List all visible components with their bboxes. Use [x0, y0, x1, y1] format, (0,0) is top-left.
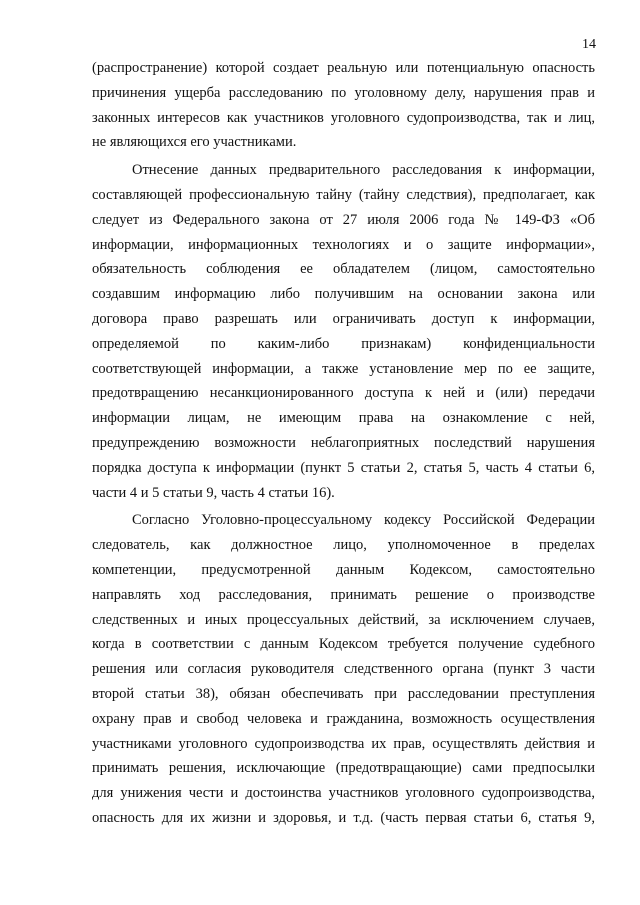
text-line: предотвращению несанкционированного доступа к ней и (или) передачи — [92, 385, 595, 402]
text-line: для унижения чести и достоинства участников уголовного судопроизводства, — [92, 785, 595, 802]
text-line: части 4 и 5 статьи 9, часть 4 статьи 16). — [92, 484, 335, 501]
text-line: соответствующей информации, а также установление мер по ее защите, — [92, 360, 595, 377]
text-line: не являющихся его участниками. — [92, 134, 297, 151]
text-line: порядка доступа к информации (пункт 5 статьи 2, статья 5, часть 4 статьи 6, — [92, 459, 595, 476]
text-line: законных интересов как участников уголовного судопроизводства, так и лиц, — [92, 109, 595, 126]
text-line: информации, информационных технологиях и о защите информации», — [92, 236, 595, 253]
text-line: определяемой по каким-либо признакам) конфиденциальности — [92, 335, 595, 352]
text-line: следует из Федерального закона от 27 июля 2006 года № 149-ФЗ «Об — [92, 211, 595, 228]
text-line: направлять ход расследования, принимать решение о производстве — [92, 586, 595, 603]
paragraph — [92, 508, 595, 830]
body-text — [92, 56, 595, 831]
text-line: решения или согласия руководителя следственного органа (пункт 3 части — [92, 661, 595, 678]
text-line: Согласно Уголовно-процессуальному кодексу Российской Федерации — [132, 512, 595, 529]
text-line: обязательность соблюдения ее обладателем (лицом, самостоятельно — [92, 261, 595, 278]
text-line: создавшим информацию либо получившим на основании закона или — [92, 286, 595, 303]
text-line: Отнесение данных предварительного расследования к информации, — [132, 162, 595, 179]
paragraph — [92, 158, 595, 505]
text-line: когда в соответствии с данным Кодексом требуется получение судебного — [92, 636, 595, 653]
text-line: предупреждению возможности неблагоприятных последствий нарушения — [92, 434, 595, 451]
text-line: (распространение) которой создает реальную или потенциальную опасность — [92, 60, 595, 76]
text-line: следователь, как должностное лицо, уполномоченное в пределах — [92, 537, 595, 554]
text-line: участниками уголовного судопроизводства их прав, осуществлять действия и — [92, 735, 595, 752]
text-line: опасность для их жизни и здоровья, и т.д. (часть первая статьи 6, статья 9, — [92, 809, 595, 826]
text-line: причинения ущерба расследованию по уголовному делу, нарушения прав и — [92, 84, 595, 101]
text-line: договора право разрешать или ограничивать доступ к информации, — [92, 310, 595, 327]
text-line: компетенции, предусмотренной данным Кодексом, самостоятельно — [92, 561, 595, 578]
text-line: охрану прав и свобод человека и гражданина, возможность осуществления — [92, 710, 595, 727]
text-line: принимать решения, исключающие (предотвращающие) сами предпосылки — [92, 760, 595, 777]
paragraph — [92, 56, 595, 155]
text-line: информации лицам, не имеющим права на ознакомление с ней, — [92, 410, 595, 427]
text-line: следственных и иных процессуальных действий, за исключением случаев, — [92, 611, 595, 628]
page-number: 14 — [582, 37, 596, 52]
text-line: составляющей профессиональную тайну (тайну следствия), предполагает, как — [92, 186, 595, 203]
text-line: второй статьи 38), обязан обеспечивать при расследовании преступления — [92, 685, 595, 702]
